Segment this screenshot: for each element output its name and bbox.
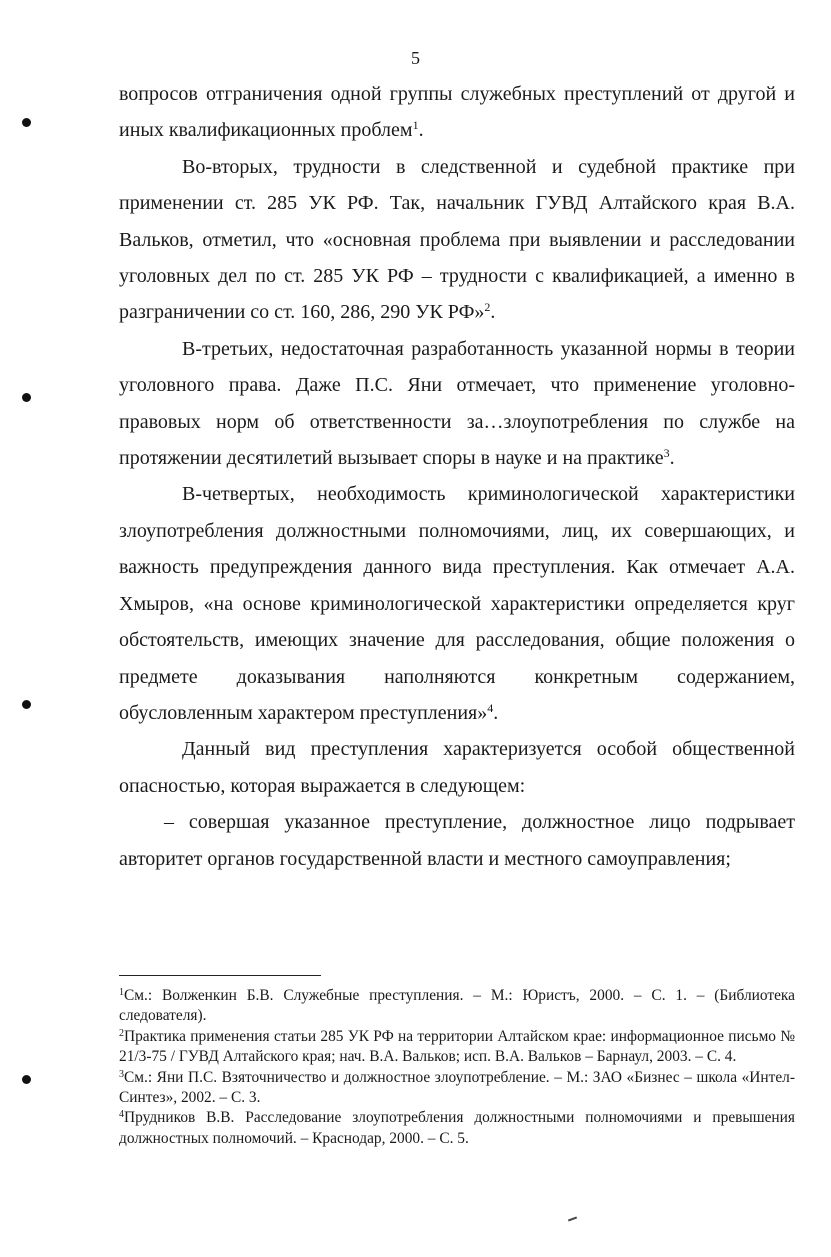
paragraph-text: В-четвертых, необходимость криминологической характеристики злоупотребления должностными полномочиями, лиц, их совершающих, и важность предупреждения данного вида преступления. Как отмечает А.А. Хмыров, «на основе криминологической характеристики определяется круг обстоятельств, имеющих значение для расследования, общие положения о предмете доказывания наполняются конкретным содержанием, обусловленным характером преступления» (119, 483, 795, 724)
paragraph-text: – совершая указанное преступление, должностное лицо подрывает авторитет органов государственной власти и местного самоуправления; (119, 811, 795, 870)
footnote-text: См.: Волженкин Б.В. Служебные преступления. – М.: Юристъ, 2000. – С. 1. – (Библиотека следователя). (119, 987, 795, 1025)
paragraph-continuation: вопросов отграничения одной группы служебных преступлений от другой и иных квалификационных проблем$^1$. (119, 83, 795, 142)
body-text (119, 76, 795, 877)
footnote-ref[interactable]: 3 (663, 446, 670, 461)
scan-hole-mark (22, 700, 31, 709)
footnote-ref[interactable]: 1 (412, 118, 419, 133)
page-number: 5 (411, 48, 420, 68)
footnote-4 (119, 1108, 795, 1149)
footnote-2 (119, 1027, 795, 1068)
paragraph-list-item (119, 804, 795, 877)
footnote-text: См.: Яни П.С. Взяточничество и должностное злоупотребление. – М.: ЗАО «Бизнес – школа «Интел-Синтез», 2002. – С. 3. (119, 1068, 795, 1107)
scan-speck (568, 1217, 577, 1222)
scan-hole-mark (22, 118, 31, 127)
footnote-1 (119, 986, 795, 1027)
paragraph-danger (119, 731, 795, 804)
footnote-text: Прудников В.В. Расследование злоупотребления должностными полномочиями и превышения должностных полномочий. – Краснодар, 2000. – С. 5. (119, 1109, 795, 1147)
footnote-number: 2 (119, 1027, 124, 1039)
paragraph-fourthly: В-четвертых, необходимость криминологической характеристики злоупотребления должностными полномочиями, лиц, их совершающих, и важность предупреждения данного вида преступления. Как отмечает А.А. Хмыров, «на основе криминологической характеристики определяется круг обстоятельств, имеющих значение для расследования, общие положения о предмете доказывания наполняются конкретным содержанием, обусловленным характером преступления»$^4$. (119, 483, 795, 724)
footnote-number: 4 (119, 1109, 124, 1121)
footnote-ref[interactable]: 2 (484, 300, 491, 315)
paragraph-text: В-третьих, недостаточная разработанность указанной нормы в теории уголовного права. Даже П.С. Яни отмечает, что применение уголовно-правовых норм об ответственности за…злоупотребления по службе на протяжении десятилетий вызывает споры в науке и на практике (119, 337, 795, 470)
paragraph-secondly: Во-вторых, трудности в следственной и судебной практике при применении ст. 285 УК РФ. Так, начальник ГУВД Алтайского края В.А. Вальков, отметил, что «основная проблема при выявлении и расследовании уголовных дел по ст. 285 УК РФ – трудности с квалификацией, а именно в разграничении со ст. 160, 286, 290 УК РФ»$^2$. (119, 155, 795, 324)
paragraph-text: Во-вторых, трудности в следственной и судебной практике при применении ст. 285 УК РФ. Так, начальник ГУВД Алтайского края В.А. Вальков, отметил, что «основная проблема при выявлении и расследовании уголовных дел по ст. 285 УК РФ – трудности с квалификацией, а именно в разграничении со ст. 160, 286, 290 УК РФ» (119, 155, 795, 324)
paragraph-text: вопросов отграничения одной группы служебных преступлений от другой и иных квалификационных проблем (119, 83, 795, 142)
scan-hole-mark (22, 393, 31, 402)
footnote-separator (119, 975, 321, 976)
footnote-ref[interactable]: 4 (487, 700, 494, 715)
footnote-text: Практика применения статьи 285 УК РФ на территории Алтайском крае: информационное письмо № 21/3-75 / ГУВД Алтайского края; нач. В.А. Вальков; исп. В.А. Вальков – Барнаул, 2003. – С. 4. (119, 1027, 795, 1066)
footnote-number: 1 (119, 987, 124, 998)
paragraph-thirdly: В-третьих, недостаточная разработанность указанной нормы в теории уголовного права. Даже П.С. Яни отмечает, что применение уголовно-правовых норм об ответственности за…злоупотребления по службе на протяжении десятилетий вызывает споры в науке и на практике$^3$. (119, 337, 795, 470)
scan-hole-mark (22, 1075, 31, 1084)
paragraph-text: Данный вид преступления характеризуется особой общественной опасностью, которая выражается в следующем: (119, 738, 795, 797)
footnote-3 (119, 1068, 795, 1109)
footnote-number: 3 (119, 1068, 124, 1080)
footnotes (119, 986, 795, 1149)
